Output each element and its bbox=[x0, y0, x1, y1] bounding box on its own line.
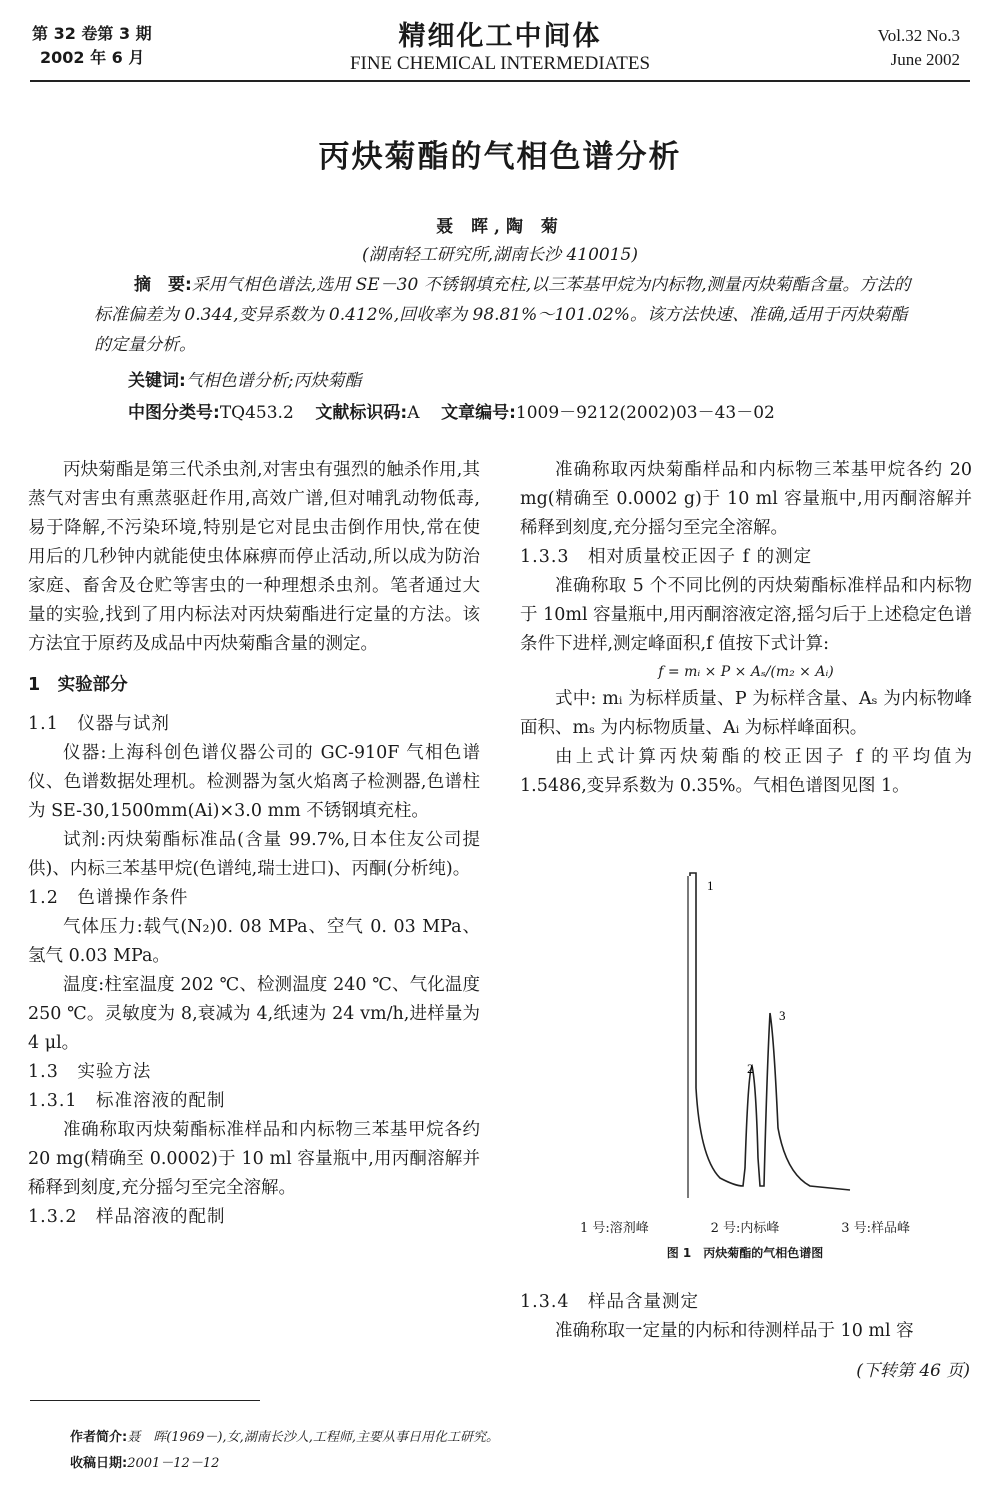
right-column bbox=[520, 456, 972, 801]
journal-masthead bbox=[0, 14, 1000, 75]
clc-label: 中图分类号: bbox=[128, 403, 220, 423]
figure-caption: 图 1 丙炔菊酯的气相色谱图 bbox=[666, 1246, 824, 1260]
temperature-paragraph: 温度:柱室温度 202 ℃、检测温度 240 ℃、气化温度 250 ℃。灵敏度为 8,衰减为 4,纸速为 24 vm/h,进样量为 4 μl。 bbox=[28, 975, 480, 1053]
legend-internal-standard-peak: 2 号:内标峰 bbox=[710, 1221, 780, 1236]
section-1-3-heading: 1.3 实验方法 bbox=[28, 1062, 152, 1082]
intro-paragraph: 丙炔菊酯是第三代杀虫剂,对害虫有强烈的触杀作用,其蒸气对害虫有熏蒸驱赶作用,高效广谱,但对哺乳动物低毒,易于降解,不污染环境,特别是它对昆虫击倒作用快,常在使用后的几秒钟内就能使虫体麻痹而停止活动,所以成为防治家庭、畜舍及仓贮等害虫的一种理想杀虫剂。笔者通过大量的实验,找到了用内标法对丙炔菊酯进行定量的方法。该方法宜于原药及成品中丙炔菊酯含量的测定。 bbox=[28, 460, 480, 654]
affiliation: (湖南轻工研究所,湖南长沙 410015) bbox=[362, 245, 638, 265]
instrument-paragraph: 仪器:上海科创色谱仪器公司的 GC-910F 气相色谱仪、色谱数据处理机。检测器为氢火焰离子检测器,色谱柱为 SE-30,1500mm(Ai)×3.0 mm 不锈钢填充柱。 bbox=[28, 743, 480, 821]
where-paragraph: 式中: mᵢ 为标样质量、P 为标样含量、Aₛ 为内标物峰面积、mₛ 为内标物质量、Aᵢ 为标样峰面积。 bbox=[520, 689, 972, 738]
continued-note: (下转第 46 页) bbox=[856, 1361, 970, 1381]
abstract bbox=[94, 270, 914, 360]
received-value: 2001－12－12 bbox=[127, 1456, 220, 1471]
left-column bbox=[28, 456, 480, 1232]
classification-line bbox=[128, 398, 775, 423]
section-1-3-2-heading: 1.3.2 样品溶液的配制 bbox=[28, 1207, 226, 1227]
clc-value: TQ453.2 bbox=[219, 403, 294, 423]
abstract-label: 摘 要: bbox=[134, 275, 192, 295]
sample-solution-paragraph: 准确称取丙炔菊酯样品和内标物三苯基甲烷各约 20 mg(精确至 0.0002 g)于 10 ml 容量瓶中,用丙酮溶解并稀释到刻度,充分摇匀至完全溶解。 bbox=[520, 460, 972, 538]
abstract-text: 采用气相色谱法,选用 SE－30 不锈钢填充柱,以三苯基甲烷为内标物,测量丙炔菊酯含量。方法的标准偏差为 0.344,变异系数为 0.412%,回收率为 98.81%～101.02%。该方法快速、准确,适用于丙炔菊酯的定量分析。 bbox=[94, 275, 911, 355]
peak-legend bbox=[560, 1217, 930, 1236]
article-title: 丙炔菊酯的气相色谱分析 bbox=[318, 139, 682, 175]
factor-paragraph: 准确称取 5 个不同比例的丙炔菊酯标准样品和内标物于 10ml 容量瓶中,用丙酮溶液定溶,摇匀后于上述稳定色谱条件下进样,测定峰面积,f 值按下式计算: bbox=[520, 576, 972, 654]
section-1-heading: 1 实验部分 bbox=[28, 675, 128, 695]
received-date bbox=[70, 1451, 499, 1477]
section-1-3-4-heading: 1.3.4 样品含量测定 bbox=[520, 1292, 700, 1312]
keywords bbox=[128, 366, 362, 391]
section-1-3-1-heading: 1.3.1 标准溶液的配制 bbox=[28, 1091, 226, 1111]
author-bio-text: 聂 晖(1969－),女,湖南长沙人,工程师,主要从事日用化工研究。 bbox=[127, 1430, 499, 1445]
content-paragraph: 准确称取一定量的内标和待测样品于 10 ml 容 bbox=[555, 1321, 914, 1341]
reagent-paragraph: 试剂:丙炔菊酯标准品(含量 99.7%,日本住友公司提供)、内标三苯基甲烷(色谱纯,瑞士进口)、丙酮(分析纯)。 bbox=[28, 830, 480, 879]
article-no-label: 文章编号: bbox=[441, 403, 516, 423]
peak-2-label: 2 bbox=[747, 1061, 754, 1076]
doc-code-label: 文献标识码: bbox=[315, 403, 408, 423]
chromatogram-plot bbox=[560, 868, 930, 1213]
section-1-1-heading: 1.1 仪器与试剂 bbox=[28, 714, 170, 734]
result-paragraph: 由上式计算丙炔菊酯的校正因子 f 的平均值为 1.5486,变异系数为 0.35%。气相色谱图见图 1。 bbox=[520, 747, 972, 796]
received-label: 收稿日期: bbox=[70, 1456, 128, 1471]
date-cn: 2002 年 6 月 bbox=[40, 48, 145, 67]
author-bio bbox=[70, 1425, 499, 1451]
standard-solution-paragraph: 准确称取丙炔菊酯标准样品和内标物三苯基甲烷各约 20 mg(精确至 0.0002)于 10 ml 容量瓶中,用丙酮溶解并稀释到刻度,充分摇匀至完全溶解。 bbox=[28, 1120, 480, 1198]
keywords-label: 关键词: bbox=[128, 371, 186, 391]
right-column-bottom bbox=[520, 1288, 972, 1346]
authors: 聂 晖,陶 菊 bbox=[436, 217, 564, 237]
header-rule bbox=[30, 80, 970, 82]
peak-1-label: 1 bbox=[707, 878, 714, 893]
chromatogram-figure bbox=[560, 868, 930, 1261]
chromatogram-trace bbox=[690, 873, 850, 1190]
volume-en: Vol.32 No.3 bbox=[877, 26, 960, 45]
journal-title-en: FINE CHEMICAL INTERMEDIATES bbox=[349, 53, 651, 74]
footnote bbox=[70, 1425, 499, 1477]
article-no-value: 1009－9212(2002)03－43－02 bbox=[515, 403, 775, 423]
legend-sample-peak: 3 号:样品峰 bbox=[841, 1221, 910, 1236]
author-bio-label: 作者简介: bbox=[70, 1430, 128, 1445]
issue-info-en bbox=[878, 24, 960, 72]
doc-code-value: A bbox=[407, 403, 420, 423]
date-en: June 2002 bbox=[890, 50, 960, 69]
formula: f = mᵢ × P × Aₛ/(m₂ × Aᵢ) bbox=[658, 664, 834, 680]
legend-solvent-peak: 1 号:溶剂峰 bbox=[580, 1221, 649, 1236]
footnote-rule bbox=[30, 1400, 260, 1401]
keywords-text: 气相色谱分析;丙炔菊酯 bbox=[185, 371, 362, 391]
section-1-2-heading: 1.2 色谱操作条件 bbox=[28, 888, 189, 908]
volume-cn: 第 32 卷第 3 期 bbox=[32, 24, 152, 43]
peak-3-label: 3 bbox=[779, 1008, 786, 1023]
journal-title-cn: 精细化工中间体 bbox=[398, 21, 602, 52]
section-1-3-3-heading: 1.3.3 相对质量校正因子 f 的测定 bbox=[520, 547, 813, 567]
gas-paragraph: 气体压力:载气(N₂)0. 08 MPa、空气 0. 03 MPa、氢气 0.03 MPa。 bbox=[28, 917, 480, 966]
